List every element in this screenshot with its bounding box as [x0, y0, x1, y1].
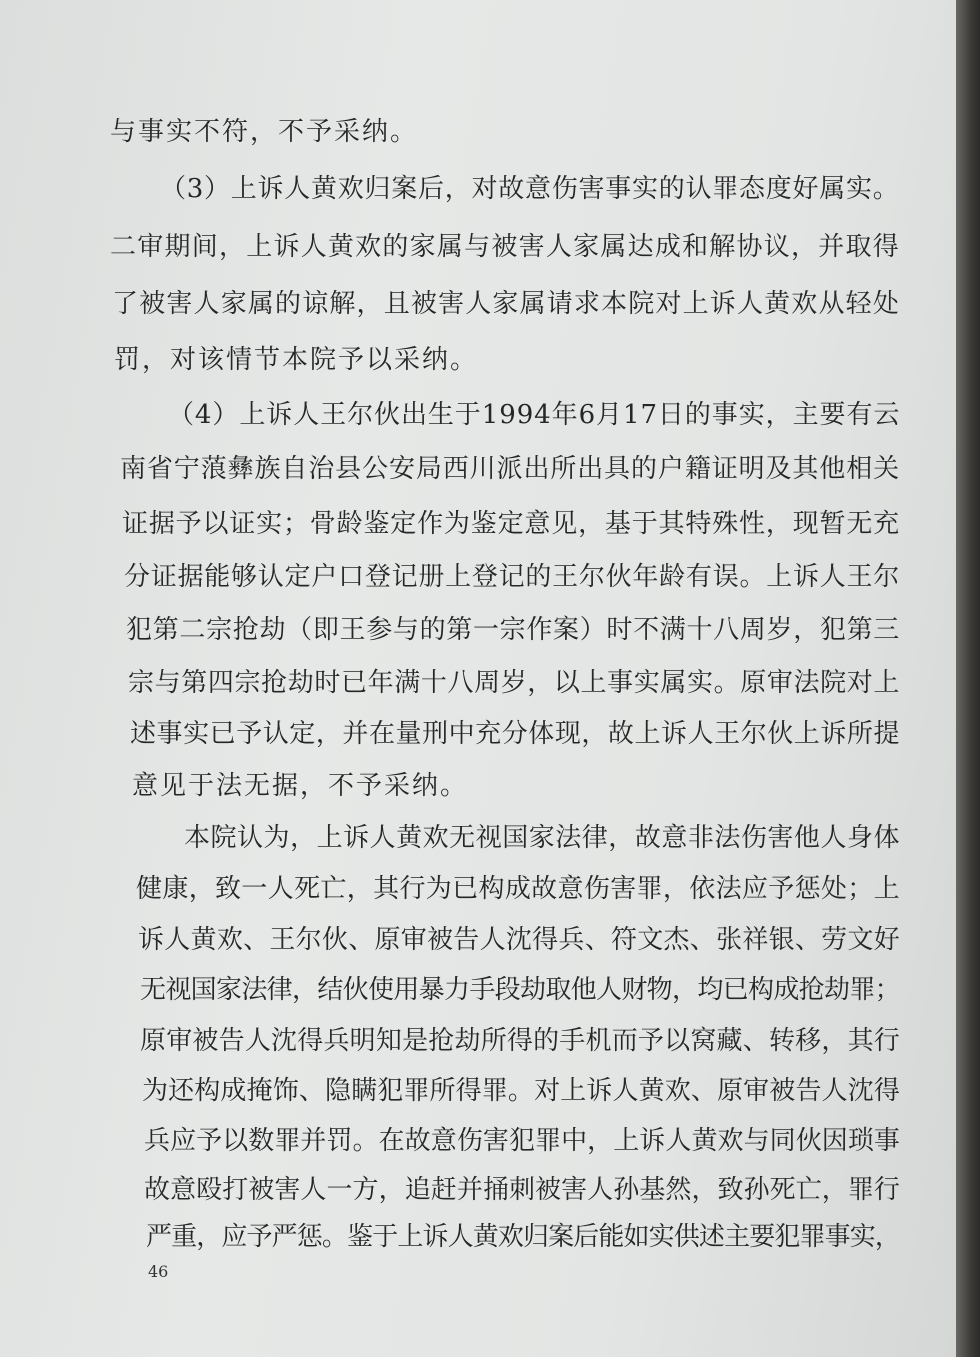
text-line-4: 了被害人家属的谅解，且被害人家属请求本院对上诉人黄欢从轻处 — [112, 289, 901, 319]
text-line-1: 与事实不符，不予采纳。 — [110, 117, 419, 147]
text-line-19: 为还构成掩饰、隐瞒犯罪所得罪。对上诉人黄欢、原审被告人沈得 — [142, 1076, 901, 1106]
text-line-14: 本院认为，上诉人黄欢无视国家法律，故意非法伤害他人身体 — [184, 823, 901, 853]
text-line-6: （4）上诉人王尔伙出生于1994年6月17日的事实，主要有云 — [168, 400, 901, 430]
text-line-17: 无视国家法律，结伙使用暴力手段劫取他人财物，均已构成抢劫罪； — [140, 975, 901, 1005]
text-line-16: 诉人黄欢、王尔伙、原审被告人沈得兵、符文杰、张祥银、劳文好 — [138, 925, 901, 955]
text-line-15: 健康，致一人死亡，其行为已构成故意伤害罪，依法应予惩处；上 — [136, 874, 901, 904]
text-line-20: 兵应予以数罪并罚。在故意伤害犯罪中，上诉人黄欢与同伙因琐事 — [144, 1126, 901, 1156]
text-line-7: 南省宁蒗彝族自治县公安局西川派出所出具的户籍证明及其他相关 — [120, 454, 901, 484]
text-line-11: 宗与第四宗抢劫时已年满十八周岁，以上事实属实。原审法院对上 — [128, 668, 901, 698]
text-line-3: 二审期间，上诉人黄欢的家属与被害人家属达成和解协议，并取得 — [110, 232, 901, 262]
page-number: 46 — [148, 1262, 169, 1281]
text-line-5: 罚，对该情节本院予以采纳。 — [114, 345, 479, 375]
text-line-22: 严重，应予严惩。鉴于上诉人黄欢归案后能如实供述主要犯罪事实， — [146, 1222, 901, 1252]
text-line-18: 原审被告人沈得兵明知是抢劫所得的手机而予以窝藏、转移，其行 — [140, 1026, 901, 1056]
text-line-10: 犯第二宗抢劫（即王参与的第一宗作案）时不满十八周岁，犯第三 — [126, 615, 901, 645]
text-line-21: 故意殴打被害人一方，追赶并捅刺被害人孙基然，致孙死亡，罪行 — [144, 1175, 901, 1205]
text-line-2: （3）上诉人黄欢归案后，对故意伤害事实的认罪态度好属实。 — [160, 174, 900, 204]
book-spine-edge — [956, 0, 980, 1357]
text-line-8: 证据予以证实；骨龄鉴定作为鉴定意见，基于其特殊性，现暂无充 — [122, 509, 901, 539]
text-line-9: 分证据能够认定户口登记册上登记的王尔伙年龄有误。上诉人王尔 — [124, 562, 901, 592]
text-line-13: 意见于法无据，不予采纳。 — [132, 771, 469, 801]
text-line-12: 述事实已予认定，并在量刑中充分体现，故上诉人王尔伙上诉所提 — [130, 719, 901, 749]
